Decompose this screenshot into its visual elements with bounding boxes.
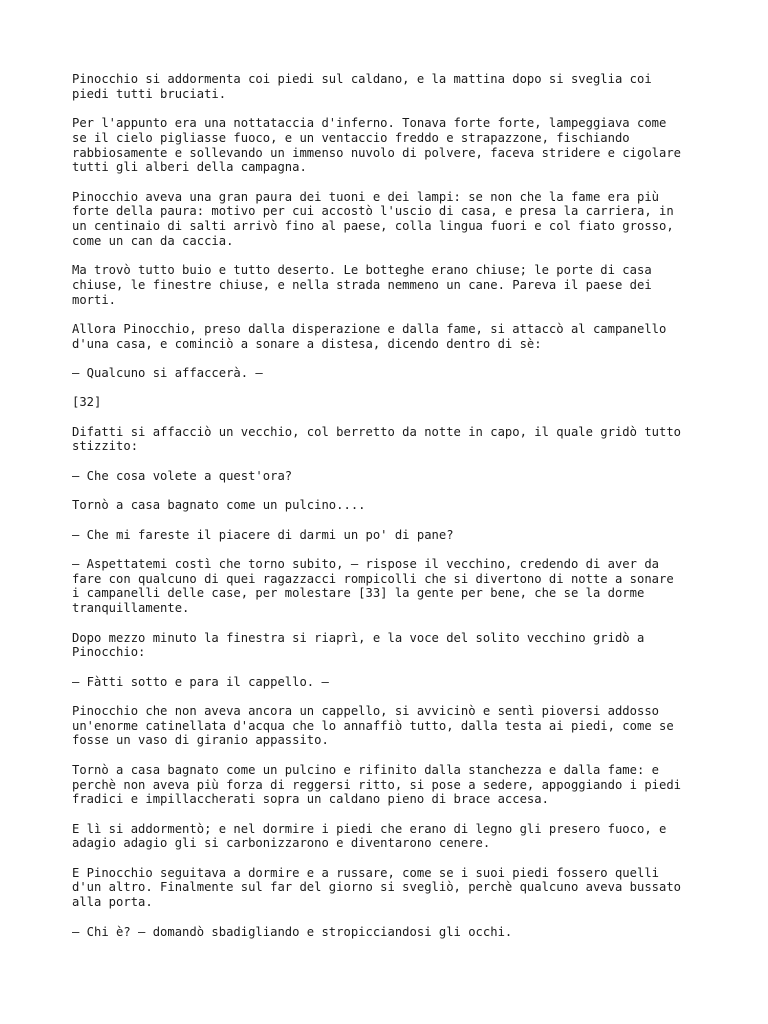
dialogue-line: — Fàtti sotto e para il cappello. — (72, 674, 329, 689)
paragraph: Per l'appunto era una nottataccia d'inferno. Tonava forte forte, lampeggiava come se il cielo pigliasse fuoco, e un ventaccio freddo e strapazzone, fischiando rabbiosamente e sollevando un immenso nuvolo di polvere, faceva stridere e cigolare tutti gli alberi della campagna. (72, 116, 682, 175)
dialogue-line: — Qualcuno si affaccerà. — (72, 365, 263, 380)
page-marker: [32] (72, 395, 102, 410)
paragraph: Pinocchio che non aveva ancora un cappello, si avvicinò e sentì pioversi addosso un'enorme catinellata d'acqua che lo annaffiò tutto, dalla testa ai piedi, come se fosse un vaso di giranio appassito. (72, 704, 674, 748)
dialogue-line: — Chi è? — domandò sbadigliando e stropicciandosi gli occhi. (72, 924, 513, 939)
paragraph: Pinocchio aveva una gran paura dei tuoni e dei lampi: se non che la fame era più forte della paura: motivo per cui accostò l'uscio di casa, e presa la carriera, in un centinaio di salti arrivò fino al paese, colla lingua fuori e col fiato grosso, come un can da caccia. (72, 189, 674, 248)
paragraph: E lì si addormentò; e nel dormire i piedi che erano di legno gli presero fuoco, e adagio adagio gli si carbonizzarono e diventarono cenere. (72, 821, 667, 851)
paragraph: Ma trovò tutto buio e tutto deserto. Le botteghe erano chiuse; le porte di casa chiuse, le finestre chiuse, e nella strada nemmeno un cane. Pareva il paese dei morti. (72, 263, 652, 307)
paragraph: Tornò a casa bagnato come un pulcino e rifinito dalla stanchezza e dalla fame: e perchè non aveva più forza di reggersi ritto, si pose a sedere, appoggiando i piedi fradici e impillaccherati sopra un caldano pieno di brace accesa. (72, 762, 682, 807)
paragraph: Tornò a casa bagnato come un pulcino.... (72, 498, 366, 513)
dialogue-line: — Aspettatemi costì che torno subito, — rispose il vecchino, credendo di aver da fare con qualcuno di quei ragazzacci rompicolli che si divertono di notte a sonare i campanelli delle case, per molestare [33] la gente per bene, che se la dorme tranquillamente. (72, 557, 674, 616)
dialogue-line: — Che mi fareste il piacere di darmi un po' di pane? (72, 527, 454, 542)
paragraph: Pinocchio si addormenta coi piedi sul caldano, e la mattina dopo si sveglia coi piedi tutti bruciati. (72, 72, 652, 101)
paragraph: Allora Pinocchio, preso dalla disperazione e dalla fame, si attaccò al campanello d'una casa, e cominciò a sonare a distesa, dicendo dentro di sè: (72, 321, 667, 351)
paragraph: Dopo mezzo minuto la finestra si riaprì, e la voce del solito vecchino gridò a Pinocchio: (72, 630, 645, 660)
paragraph: Difatti si affacciò un vecchio, col berretto da notte in capo, il quale gridò tutto stizzito: (72, 424, 682, 454)
paragraph: E Pinocchio seguitava a dormire e a russare, come se i suoi piedi fossero quelli d'un altro. Finalmente sul far del giorno si svegliò, perchè qualcuno aveva bussato alla porta. (72, 865, 682, 910)
dialogue-line: — Che cosa volete a quest'ora? (72, 468, 293, 483)
